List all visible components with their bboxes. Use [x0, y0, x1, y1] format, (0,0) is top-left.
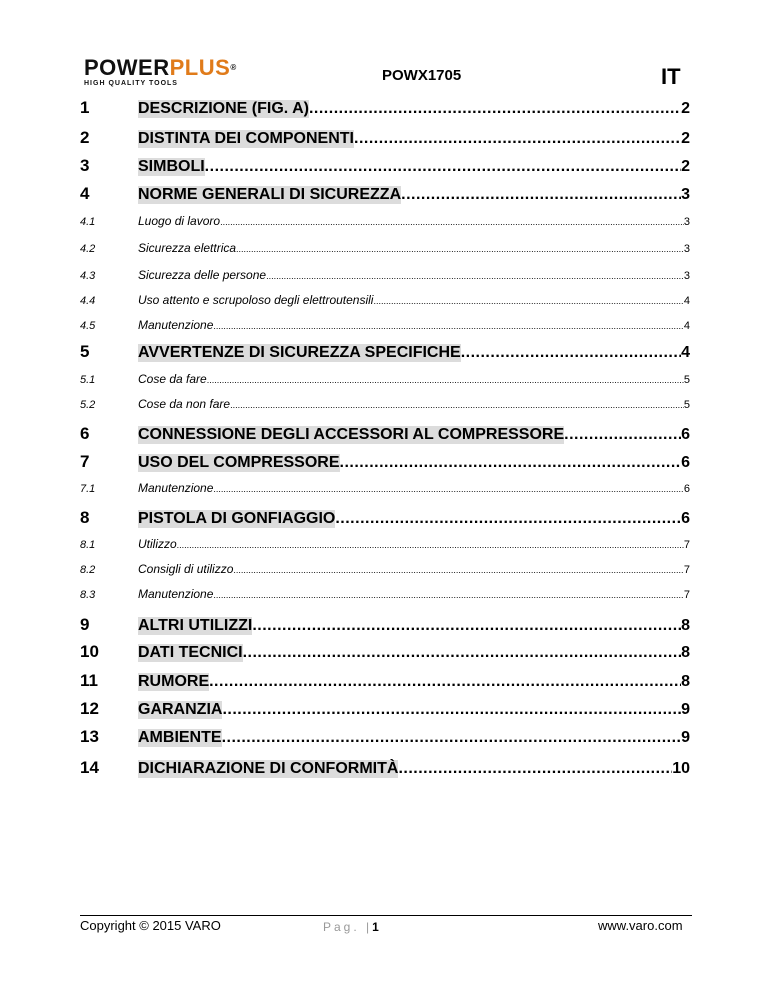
toc-entry-page: 4 [683, 320, 690, 332]
brand-name-part2: PLUS [169, 55, 231, 80]
toc-entry-title: NORME GENERALI DI SICUREZZA [138, 186, 402, 203]
toc-entry-page: 8 [681, 617, 690, 634]
toc-entry-title: DISTINTA DEI COMPONENTI [138, 130, 354, 147]
toc-entry-page: 3 [681, 186, 690, 203]
toc-entry-title: AMBIENTE [138, 729, 222, 746]
toc-entry[interactable] [80, 268, 690, 282]
toc-entry[interactable] [80, 372, 690, 386]
toc-dot-leader [266, 271, 684, 281]
toc-entry-page: 2 [681, 130, 690, 147]
toc-entry-page: 10 [672, 760, 690, 777]
toc-entry-number: 1 [80, 98, 90, 117]
toc-entry-number: 2 [80, 128, 90, 147]
toc-entry-title: DICHIARAZIONE DI CONFORMITÀ [138, 760, 399, 777]
toc-entry-number: 4.5 [80, 320, 96, 332]
toc-entry-number: 9 [80, 615, 90, 634]
toc-dot-leader [222, 701, 681, 719]
toc-entry-number: 8.2 [80, 564, 96, 576]
toc-entry-page: 5 [683, 399, 690, 411]
toc-entry-page: 9 [681, 701, 690, 718]
toc-entry[interactable] [80, 537, 690, 551]
toc-dot-leader [213, 484, 683, 494]
toc-entry-title: Consigli di utilizzo [138, 562, 234, 576]
toc-entry-number: 14 [80, 758, 99, 777]
toc-entry-title: DATI TECNICI [138, 644, 243, 661]
toc-entry-page: 8 [681, 644, 690, 661]
toc-entry-title: Manutenzione [138, 587, 214, 601]
toc-dot-leader [461, 344, 681, 362]
toc-entry-title: PISTOLA DI GONFIAGGIO [138, 510, 336, 527]
toc-entry-page: 7 [683, 539, 690, 551]
toc-entry-title: Sicurezza delle persone [138, 268, 267, 282]
toc-entry[interactable] [80, 452, 690, 472]
toc-entry[interactable] [80, 587, 690, 601]
toc-entry-page: 6 [681, 454, 690, 471]
toc-entry-number: 6 [80, 424, 90, 443]
toc-dot-leader [373, 296, 683, 306]
toc-entry-page: 6 [683, 483, 690, 495]
toc-dot-leader [207, 375, 684, 385]
toc-entry-number: 4.1 [80, 216, 96, 228]
toc-entry[interactable] [80, 562, 690, 576]
toc-entry[interactable] [80, 128, 690, 148]
toc-entry[interactable] [80, 184, 690, 204]
toc-entry[interactable] [80, 727, 690, 747]
toc-entry-title: SIMBOLI [138, 158, 205, 175]
toc-entry-title: Cose da non fare [138, 397, 231, 411]
toc-entry[interactable] [80, 156, 690, 176]
toc-entry-page: 3 [683, 270, 690, 282]
toc-dot-leader [209, 673, 681, 691]
toc-dot-leader [564, 426, 681, 444]
toc-entry-title: ALTRI UTILIZZI [138, 617, 253, 634]
toc-dot-leader [222, 729, 682, 747]
registered-mark: ® [230, 63, 237, 72]
toc-entry-number: 4.4 [80, 295, 96, 307]
website-link[interactable]: www.varo.com [598, 918, 683, 933]
toc-entry-page: 4 [683, 295, 690, 307]
toc-entry-page: 7 [683, 564, 690, 576]
toc-entry-title: DESCRIZIONE (FIG. A) [138, 100, 309, 117]
language-code: IT [661, 64, 681, 89]
toc-entry-number: 3 [80, 156, 90, 175]
toc-entry[interactable] [80, 318, 690, 332]
toc-dot-leader [354, 130, 681, 148]
toc-dot-leader [213, 590, 683, 600]
toc-entry-page: 2 [681, 100, 690, 117]
toc-entry-page: 2 [681, 158, 690, 175]
page-number: 1 [372, 920, 379, 934]
toc-entry-number: 10 [80, 642, 99, 661]
toc-entry-number: 8.1 [80, 539, 96, 551]
toc-entry-page: 5 [683, 374, 690, 386]
toc-entry-title: AVVERTENZE DI SICUREZZA SPECIFICHE [138, 344, 461, 361]
toc-entry-number: 7 [80, 452, 90, 471]
footer-divider [80, 915, 692, 916]
toc-entry-number: 12 [80, 699, 99, 718]
toc-entry[interactable] [80, 293, 690, 307]
toc-entry[interactable] [80, 758, 690, 778]
toc-entry-number: 4.3 [80, 270, 96, 282]
toc-dot-leader [252, 617, 681, 635]
toc-dot-leader [230, 400, 684, 410]
brand-name-part1: POWER [84, 55, 170, 80]
toc-entry-number: 5.1 [80, 374, 96, 386]
toc-entry-page: 7 [683, 589, 690, 601]
brand-tagline: HIGH QUALITY TOOLS [84, 80, 178, 87]
toc-entry[interactable] [80, 699, 690, 719]
toc-entry-number: 11 [80, 671, 98, 690]
toc-entry-title: RUMORE [138, 673, 210, 690]
toc-entry-title: Manutenzione [138, 481, 214, 495]
toc-entry-number: 13 [80, 727, 99, 746]
toc-entry-number: 8.3 [80, 589, 96, 601]
toc-dot-leader [233, 565, 684, 575]
toc-entry[interactable] [80, 342, 690, 362]
toc-entry-title: Cose da fare [138, 372, 207, 386]
toc-entry-number: 5.2 [80, 399, 96, 411]
toc-entry-title: Sicurezza elettrica [138, 241, 237, 255]
toc-dot-leader [398, 760, 672, 778]
toc-entry-title: GARANZIA [138, 701, 223, 718]
toc-dot-leader [340, 454, 682, 472]
toc-entry-title: CONNESSIONE DEGLI ACCESSORI AL COMPRESSORE [138, 426, 565, 443]
toc-entry[interactable] [80, 214, 690, 228]
toc-entry-number: 8 [80, 508, 90, 527]
toc-dot-leader [243, 644, 682, 662]
toc-entry-page: 6 [681, 426, 690, 443]
toc-entry-page: 9 [681, 729, 690, 746]
toc-entry-page: 8 [681, 673, 690, 690]
toc-entry-title: USO DEL COMPRESSORE [138, 454, 340, 471]
toc-entry[interactable] [80, 98, 690, 118]
toc-entry[interactable] [80, 615, 690, 635]
page-indicator [323, 920, 379, 934]
toc-entry-page: 6 [681, 510, 690, 527]
toc-entry-title: Manutenzione [138, 318, 214, 332]
toc-dot-leader [213, 321, 683, 331]
model-number: POWX1705 [382, 67, 462, 84]
toc-entry-number: 7.1 [80, 483, 96, 495]
page-label: Pag. | [323, 920, 373, 934]
toc-entry[interactable] [80, 241, 690, 255]
toc-dot-leader [335, 510, 681, 528]
toc-entry[interactable] [80, 397, 690, 411]
toc-entry-title: Uso attento e scrupoloso degli elettroutensili [138, 293, 374, 307]
toc-entry-page: 4 [681, 344, 690, 361]
toc-entry-number: 4.2 [80, 243, 96, 255]
toc-entry[interactable] [80, 481, 690, 495]
copyright-notice: Copyright © 2015 VARO [80, 918, 221, 933]
toc-dot-leader [401, 186, 681, 204]
toc-entry[interactable] [80, 508, 690, 528]
toc-entry[interactable] [80, 642, 690, 662]
toc-dot-leader [220, 217, 684, 227]
toc-entry[interactable] [80, 424, 690, 444]
toc-entry-number: 5 [80, 342, 90, 361]
toc-entry[interactable] [80, 671, 690, 691]
toc-entry-title: Utilizzo [138, 537, 177, 551]
toc-dot-leader [177, 540, 684, 550]
toc-entry-page: 3 [683, 243, 690, 255]
toc-entry-page: 3 [683, 216, 690, 228]
toc-dot-leader [205, 158, 681, 176]
toc-entry-number: 4 [80, 184, 90, 203]
toc-dot-leader [309, 100, 681, 118]
toc-dot-leader [236, 244, 684, 254]
toc-entry-title: Luogo di lavoro [138, 214, 221, 228]
